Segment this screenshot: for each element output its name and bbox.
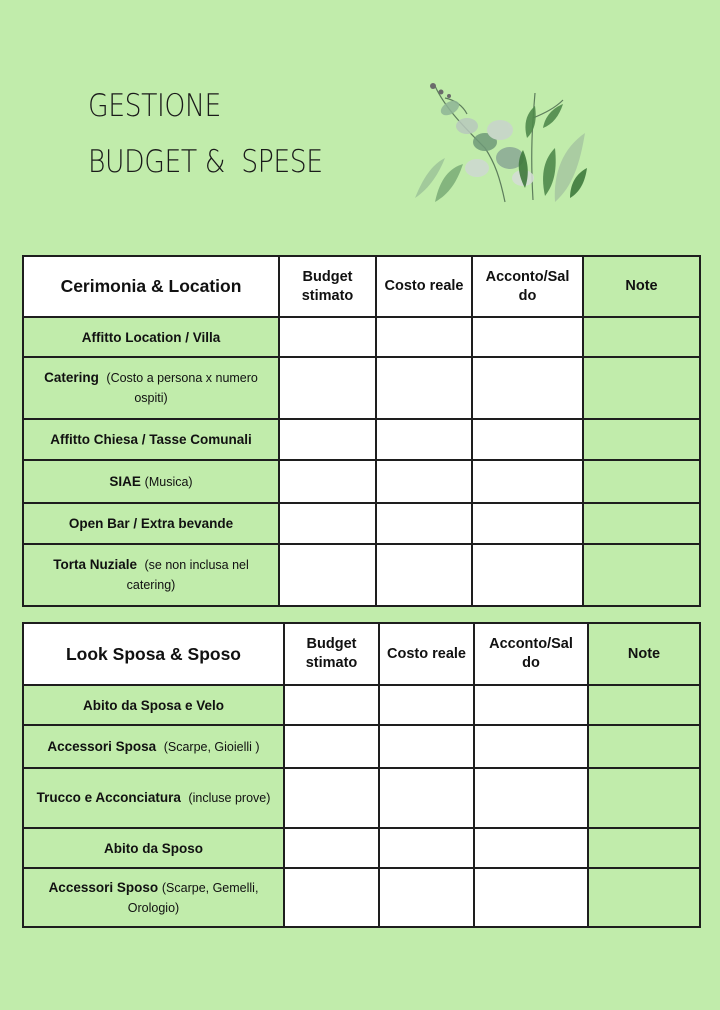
title-line-2: BUDGET & SPESE	[88, 144, 323, 180]
row-label	[23, 768, 284, 828]
acconto-cell[interactable]	[472, 460, 583, 503]
budget-cell[interactable]	[284, 828, 379, 868]
row-name: Abito da Sposa e Velo	[82, 697, 225, 713]
row-name: Affitto Location / Villa	[81, 329, 221, 345]
acconto-cell[interactable]	[472, 503, 583, 544]
acconto-cell[interactable]	[474, 828, 588, 868]
col-costo-reale: Costo reale	[376, 256, 472, 317]
acconto-cell[interactable]	[472, 544, 583, 606]
section-title: Look Sposa & Sposo	[23, 623, 284, 685]
table-row	[23, 768, 700, 828]
eucalyptus-leaves-icon	[405, 78, 595, 204]
note-cell[interactable]	[588, 828, 700, 868]
row-detail: (incluse prove)	[188, 791, 271, 805]
col-note: Note	[588, 623, 700, 685]
acconto-cell[interactable]	[472, 357, 583, 419]
costo-cell[interactable]	[379, 768, 474, 828]
row-label	[23, 544, 279, 606]
note-cell[interactable]	[583, 503, 700, 544]
acconto-cell[interactable]	[474, 768, 588, 828]
row-name: Accessori Sposa	[47, 738, 157, 754]
table-header-row	[23, 623, 700, 685]
costo-cell[interactable]	[379, 725, 474, 768]
row-name: Catering	[44, 370, 99, 385]
table-row	[23, 544, 700, 606]
row-label	[23, 317, 279, 357]
row-label	[23, 725, 284, 768]
row-name: Accessori Sposo	[48, 879, 159, 895]
note-cell[interactable]	[588, 768, 700, 828]
row-name: Open Bar / Extra bevande	[68, 516, 234, 531]
table-row	[23, 685, 700, 725]
budget-cell[interactable]	[284, 768, 379, 828]
costo-cell[interactable]	[376, 419, 472, 460]
acconto-cell[interactable]	[474, 725, 588, 768]
row-label	[23, 828, 284, 868]
table-look-sposa-sposo	[22, 622, 701, 928]
row-label	[23, 868, 284, 927]
costo-cell[interactable]	[376, 317, 472, 357]
note-cell[interactable]	[583, 317, 700, 357]
budget-cell[interactable]	[279, 503, 376, 544]
row-name: Trucco e Acconciatura	[36, 790, 181, 805]
row-label	[23, 357, 279, 419]
budget-cell[interactable]	[284, 725, 379, 768]
costo-cell[interactable]	[379, 685, 474, 725]
table-row	[23, 828, 700, 868]
row-detail: (Scarpe, Gemelli, Orologio)	[127, 880, 259, 915]
note-cell[interactable]	[583, 357, 700, 419]
note-cell[interactable]	[583, 460, 700, 503]
table-row	[23, 357, 700, 419]
acconto-cell[interactable]	[472, 317, 583, 357]
table-row	[23, 317, 700, 357]
col-budget-stimato: Budget stimato	[284, 623, 379, 685]
costo-cell[interactable]	[376, 357, 472, 419]
table-cerimonia-location	[22, 255, 701, 607]
costo-cell[interactable]	[376, 544, 472, 606]
page-title	[88, 78, 323, 190]
costo-cell[interactable]	[376, 503, 472, 544]
budget-cell[interactable]	[279, 544, 376, 606]
row-name: SIAE	[109, 473, 141, 489]
col-note: Note	[583, 256, 700, 317]
budget-cell[interactable]	[284, 868, 379, 927]
table-row	[23, 725, 700, 768]
budget-cell[interactable]	[279, 419, 376, 460]
row-name: Abito da Sposo	[104, 840, 203, 856]
note-cell[interactable]	[588, 868, 700, 927]
table-row	[23, 460, 700, 503]
costo-cell[interactable]	[379, 868, 474, 927]
col-costo-reale: Costo reale	[379, 623, 474, 685]
note-cell[interactable]	[583, 544, 700, 606]
row-label	[23, 419, 279, 460]
row-label	[23, 685, 284, 725]
row-name: Affitto Chiesa / Tasse Comunali	[50, 432, 252, 447]
row-name: Torta Nuziale	[53, 557, 137, 572]
row-label	[23, 460, 279, 503]
col-acconto-saldo: Acconto/Sal do	[472, 256, 583, 317]
budget-cell[interactable]	[284, 685, 379, 725]
acconto-cell[interactable]	[474, 685, 588, 725]
note-cell[interactable]	[583, 419, 700, 460]
col-budget-stimato: Budget stimato	[279, 256, 376, 317]
note-cell[interactable]	[588, 685, 700, 725]
table-header-row	[23, 256, 700, 317]
budget-cell[interactable]	[279, 460, 376, 503]
row-detail: (Scarpe, Gioielli )	[163, 739, 260, 754]
col-acconto-saldo: Acconto/Sal do	[474, 623, 588, 685]
costo-cell[interactable]	[379, 828, 474, 868]
row-detail: (Musica)	[144, 474, 193, 489]
acconto-cell[interactable]	[474, 868, 588, 927]
table-row	[23, 868, 700, 927]
row-detail: (Costo a persona x numero ospiti)	[106, 371, 258, 405]
title-line-1: GESTIONE	[88, 88, 221, 124]
budget-cell[interactable]	[279, 317, 376, 357]
row-detail: (se non inclusa nel catering)	[126, 558, 249, 592]
section-title: Cerimonia & Location	[23, 256, 279, 317]
table-row	[23, 503, 700, 544]
costo-cell[interactable]	[376, 460, 472, 503]
budget-cell[interactable]	[279, 357, 376, 419]
note-cell[interactable]	[588, 725, 700, 768]
table-row	[23, 419, 700, 460]
row-label	[23, 503, 279, 544]
acconto-cell[interactable]	[472, 419, 583, 460]
